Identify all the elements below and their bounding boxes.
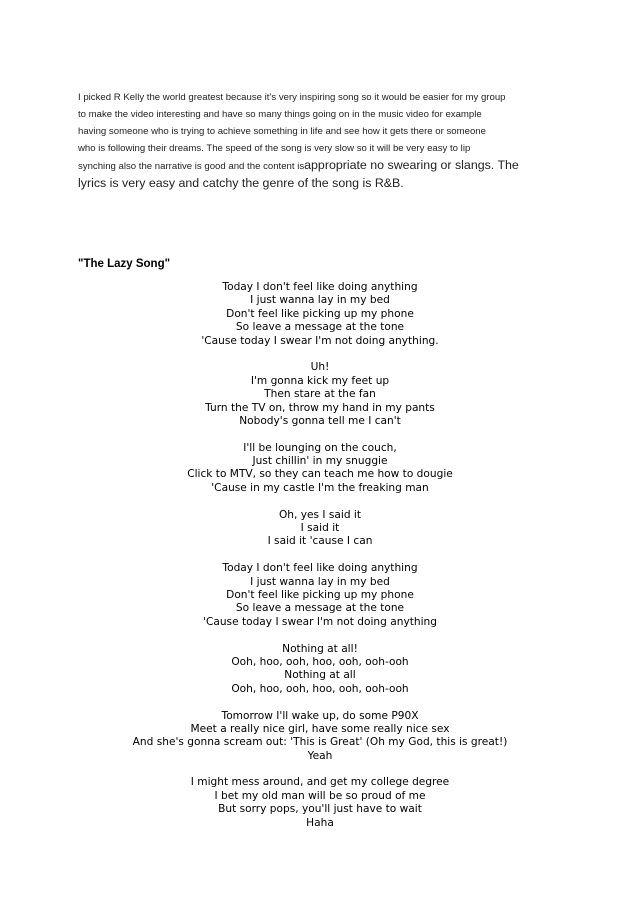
lyric-line: Meet a really nice girl, have some really nice sex [190,722,450,735]
lyric-line: Ooh, hoo, ooh, hoo, ooh, ooh-ooh [231,655,409,668]
lyric-line: 'Cause today I swear I'm not doing anything [203,615,437,628]
lyric-line: I bet my old man will be so proud of me [214,789,426,802]
lyric-line: Oh, yes I said it [278,508,362,521]
lyric-line: I'll be lounging on the couch, [243,441,397,454]
intro-line: who is following their dreams. The speed of the song is very slow so it will be very easy to lip [78,143,471,154]
stanza-gap [78,629,562,642]
lyric-line: Ooh, hoo, ooh, hoo, ooh, ooh-ooh [231,682,409,695]
lyric-line: Haha [306,816,334,829]
intro-line: having someone who is trying to achieve something in life and see how it gets there or someone [78,126,486,137]
lyric-line: Today I don't feel like doing anything [222,281,418,293]
lyric-line: Then stare at the fan [264,388,376,401]
lyric-line: Don't feel like picking up my phone [226,307,414,320]
stanza-gap [78,495,562,508]
stanza-gap [78,763,562,776]
intro-line: lyrics is very easy and catchy the genre of the song is R&B. [78,176,404,190]
lyric-line: So leave a message at the tone [235,602,405,615]
lyric-line: So leave a message at the tone [235,321,405,334]
lyric-line: Click to MTV, so they can teach me how to dougie [187,468,453,481]
lyric-line: Nothing at all! [282,642,358,655]
lyric-line: I'm gonna kick my feet up [250,374,390,387]
lyric-line: Just chillin' in my snuggie [252,455,388,468]
lyric-line: Yeah [307,749,333,762]
intro-line-small-part: synching also the narrative is good and the content is [78,161,305,172]
lyric-line: Tomorrow I'll wake up, do some P90X [221,709,419,722]
lyric-line: Turn the TV on, throw my hand in my pants [205,401,435,414]
lyric-line: 'Cause today I swear I'm not doing anything. [201,334,439,347]
song-lyrics [78,281,562,830]
lyric-line: Don't feel like picking up my phone [226,588,414,601]
lyric-line: I said it 'cause I can [267,535,373,548]
stanza-gap [78,428,562,441]
lyric-line: I just wanna lay in my bed [250,294,390,307]
lyric-line: I might mess around, and get my college degree [190,776,450,789]
song-title: "The Lazy Song" [78,258,171,270]
intro-line: I picked R Kelly the world greatest because it’s very inspiring song so it would be easier for my group [78,92,506,103]
lyric-line: Uh! [310,361,330,374]
lyric-line: Nothing at all [284,669,356,682]
intro-line-large-part: appropriate no swearing or slangs. The [304,158,519,172]
lyric-line: And she's gonna scream out: 'This is Great' (Oh my God, this is great!) [132,736,508,749]
intro-paragraph [78,89,578,192]
intro-line: to make the video interesting and have so many things going on in the music video for example [78,109,482,120]
lyric-line: Nobody's gonna tell me I can't [239,414,401,427]
intro-line [78,157,578,174]
lyric-line: Today I don't feel like doing anything [222,562,418,575]
stanza-gap [78,348,562,361]
stanza-gap [78,696,562,709]
lyric-line: 'Cause in my castle I'm the freaking man [211,481,429,494]
lyric-line: I said it [300,522,340,535]
lyric-line: I just wanna lay in my bed [250,575,390,588]
lyric-line: But sorry pops, you'll just have to wait [218,803,422,816]
stanza-gap [78,549,562,562]
